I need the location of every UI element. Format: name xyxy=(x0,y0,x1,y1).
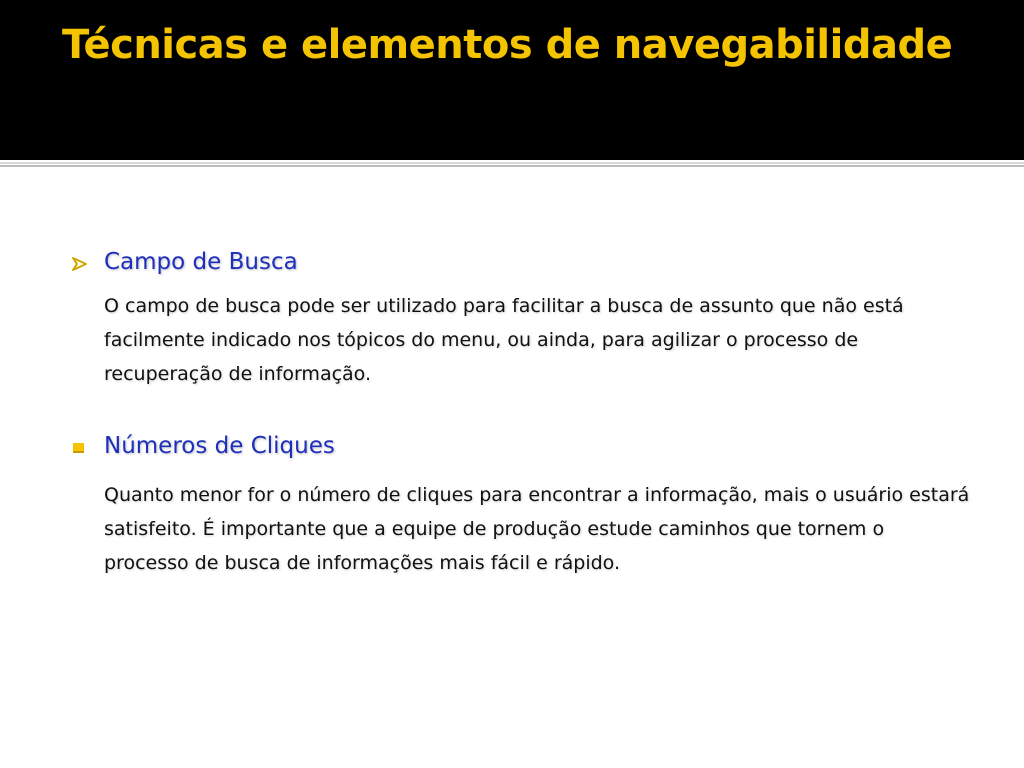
section-body: O campo de busca pode ser utilizado para facilitar a busca de assunto que não está facilmente indicado nos tópicos do menu, ou ainda, para agilizar o processo de recuperação de informação. xyxy=(104,295,904,385)
slide-title: Técnicas e elementos de navegabilidade xyxy=(62,22,953,68)
section-heading: Campo de Busca xyxy=(104,249,298,275)
section-body: Quanto menor for o número de cliques para encontrar a informação, mais o usuário estará satisfeito. É importante que a equipe de produção estude caminhos que tornem o processo de busca de informações mais fácil e rápido. xyxy=(104,484,970,574)
arrow-bullet-icon xyxy=(70,254,90,274)
square-bullet-icon xyxy=(70,438,90,458)
section-heading: Números de Cliques xyxy=(104,433,335,459)
